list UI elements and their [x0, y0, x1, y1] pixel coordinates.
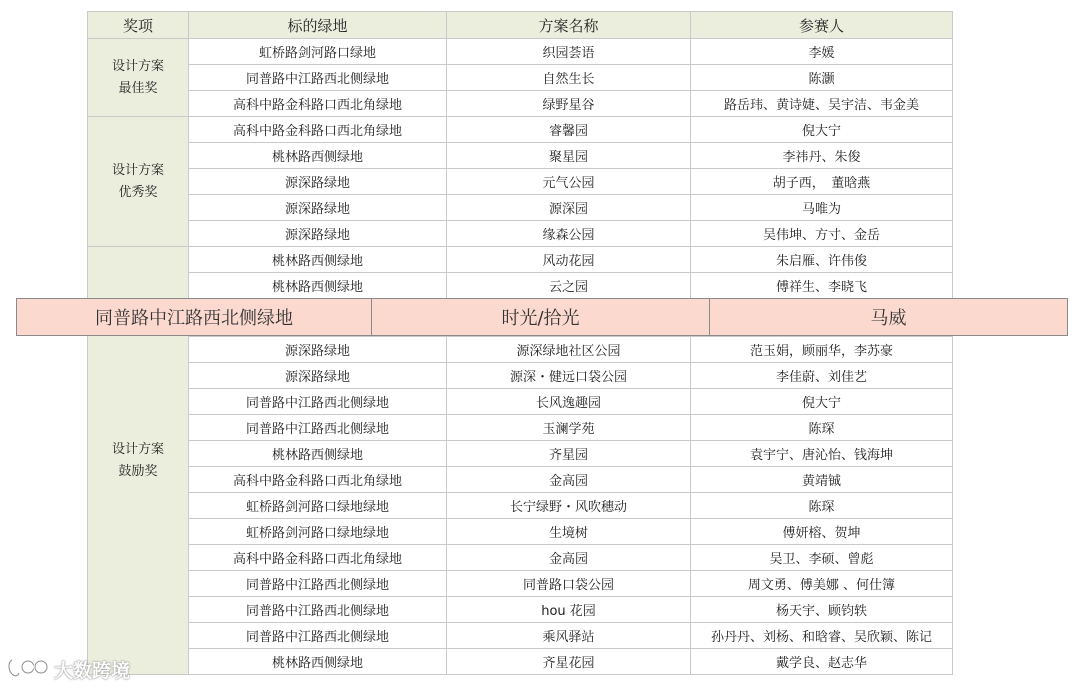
- table-row: [88, 519, 953, 545]
- participants-cell: 路岳玮、黄诗婕、吴宇洁、韦金美: [691, 91, 953, 117]
- participants-cell: 李祎丹、朱俊: [691, 143, 953, 169]
- participants-cell: 胡子西， 董晗燕: [691, 169, 953, 195]
- table-row: [88, 467, 953, 493]
- scheme-name-cell: 长宁绿野・风吹穗动: [447, 493, 691, 519]
- participants-cell: 倪大宁: [691, 389, 953, 415]
- scheme-name-cell: 云之园: [447, 273, 691, 299]
- highlight-site: 同普路中江路西北侧绿地: [17, 299, 372, 335]
- highlight-scheme-name: 时光/拾光: [372, 299, 710, 335]
- scheme-name-cell: 乘风驿站: [447, 623, 691, 649]
- award-cell: 设计方案 优秀奖: [88, 117, 189, 247]
- header-award: 奖项: [88, 12, 189, 39]
- scheme-name-cell: 元气公园: [447, 169, 691, 195]
- participants-cell: 陈琛: [691, 415, 953, 441]
- scheme-name-cell: 源深・健远口袋公园: [447, 363, 691, 389]
- table-row: [88, 91, 953, 117]
- participants-cell: 李媛: [691, 39, 953, 65]
- scheme-name-cell: 金高园: [447, 545, 691, 571]
- scheme-name-cell: 源深园: [447, 195, 691, 221]
- site-cell: 虹桥路剑河路口绿地绿地: [189, 493, 447, 519]
- table-row: [88, 363, 953, 389]
- table-row: [88, 247, 953, 273]
- participants-cell: 傅祥生、李晓飞: [691, 273, 953, 299]
- site-cell: 桃林路西侧绿地: [189, 441, 447, 467]
- participants-cell: 杨天宇、顾钧轶: [691, 597, 953, 623]
- table-header-row: [88, 12, 953, 39]
- table-row: [88, 415, 953, 441]
- site-cell: 桃林路西侧绿地: [189, 273, 447, 299]
- brand-logo-icon: [6, 656, 50, 682]
- table-row: [88, 65, 953, 91]
- scheme-name-cell: 源深绿地社区公园: [447, 337, 691, 363]
- site-cell: 同普路中江路西北侧绿地: [189, 597, 447, 623]
- site-cell: 同普路中江路西北侧绿地: [189, 389, 447, 415]
- table-row: [88, 649, 953, 675]
- site-cell: 桃林路西侧绿地: [189, 143, 447, 169]
- table-row: [88, 39, 953, 65]
- participants-cell: 陈琛: [691, 493, 953, 519]
- participants-cell: 陈灏: [691, 65, 953, 91]
- site-cell: 高科中路金科路口西北角绿地: [189, 117, 447, 143]
- scheme-name-cell: 金高园: [447, 467, 691, 493]
- participants-cell: 倪大宁: [691, 117, 953, 143]
- participants-cell: 吴卫、李硕、曾彪: [691, 545, 953, 571]
- scheme-name-cell: 自然生长: [447, 65, 691, 91]
- scheme-name-cell: hou 花园: [447, 597, 691, 623]
- award-cell: 设计方案 鼓励奖: [88, 247, 189, 675]
- participants-cell: 李佳蔚、刘佳艺: [691, 363, 953, 389]
- participants-cell: 马唯为: [691, 195, 953, 221]
- table-row: [88, 143, 953, 169]
- scheme-name-cell: 齐星花园: [447, 649, 691, 675]
- table-row: [88, 169, 953, 195]
- table-row: [88, 571, 953, 597]
- scheme-name-cell: 风动花园: [447, 247, 691, 273]
- site-cell: 虹桥路剑河路口绿地绿地: [189, 519, 447, 545]
- participants-cell: 戴学良、赵志华: [691, 649, 953, 675]
- participants-cell: 周文勇、傅美娜 、何仕簿: [691, 571, 953, 597]
- table-row: [88, 195, 953, 221]
- site-cell: 高科中路金科路口西北角绿地: [189, 91, 447, 117]
- scheme-name-cell: 齐星园: [447, 441, 691, 467]
- table-body: [88, 39, 953, 675]
- scheme-name-cell: 长风逸趣园: [447, 389, 691, 415]
- highlight-participant: 马威: [870, 308, 907, 329]
- site-cell: 高科中路金科路口西北角绿地: [189, 467, 447, 493]
- scheme-name-cell: 织园荟语: [447, 39, 691, 65]
- site-cell: 同普路中江路西北侧绿地: [189, 65, 447, 91]
- table-row: [88, 337, 953, 363]
- site-cell: 高科中路金科路口西北角绿地: [189, 545, 447, 571]
- participants-cell: 袁宇宁、唐沁怡、钱海坤: [691, 441, 953, 467]
- site-cell: 源深路绿地: [189, 363, 447, 389]
- site-cell: 桃林路西侧绿地: [189, 247, 447, 273]
- scheme-name-cell: 绿野星谷: [447, 91, 691, 117]
- table-row: [88, 493, 953, 519]
- participants-cell: 傅妍榕、贺坤: [691, 519, 953, 545]
- participants-cell: 吴伟坤、方寸、金岳: [691, 221, 953, 247]
- site-cell: 源深路绿地: [189, 221, 447, 247]
- table-row: [88, 623, 953, 649]
- site-cell: 桃林路西侧绿地: [189, 649, 447, 675]
- header-site: 标的绿地: [189, 12, 447, 39]
- site-cell: 同普路中江路西北侧绿地: [189, 623, 447, 649]
- header-participants: 参赛人: [691, 12, 953, 39]
- participants-cell: 朱启雁、许伟俊: [691, 247, 953, 273]
- table-row: [88, 117, 953, 143]
- site-cell: 同普路中江路西北侧绿地: [189, 415, 447, 441]
- watermark-text: 大数跨境: [54, 659, 131, 682]
- site-cell: 虹桥路剑河路口绿地: [189, 39, 447, 65]
- highlight-banner: [16, 298, 1068, 336]
- scheme-name-cell: 聚星园: [447, 143, 691, 169]
- scheme-name-cell: 生境树: [447, 519, 691, 545]
- table-row: [88, 597, 953, 623]
- scheme-name-cell: 玉澜学苑: [447, 415, 691, 441]
- participants-cell: 孙丹丹、刘杨、和晗睿、吴欣颖、陈记: [691, 623, 953, 649]
- site-cell: 同普路中江路西北侧绿地: [189, 571, 447, 597]
- scheme-name-cell: 睿馨园: [447, 117, 691, 143]
- header-scheme-name: 方案名称: [447, 12, 691, 39]
- site-cell: 源深路绿地: [189, 169, 447, 195]
- table-row: [88, 545, 953, 571]
- table-row: [88, 441, 953, 467]
- scheme-name-cell: 缘森公园: [447, 221, 691, 247]
- site-cell: 源深路绿地: [189, 195, 447, 221]
- table-row: [88, 273, 953, 299]
- table-row: [88, 389, 953, 415]
- participants-cell: 范玉娟，顾丽华，李苏豪: [691, 337, 953, 363]
- awards-table: [87, 11, 953, 675]
- table-row: [88, 221, 953, 247]
- scheme-name-cell: 同普路口袋公园: [447, 571, 691, 597]
- award-cell: 设计方案 最佳奖: [88, 39, 189, 117]
- participants-cell: 黄靖铖: [691, 467, 953, 493]
- site-cell: 源深路绿地: [189, 337, 447, 363]
- watermark: [6, 652, 130, 686]
